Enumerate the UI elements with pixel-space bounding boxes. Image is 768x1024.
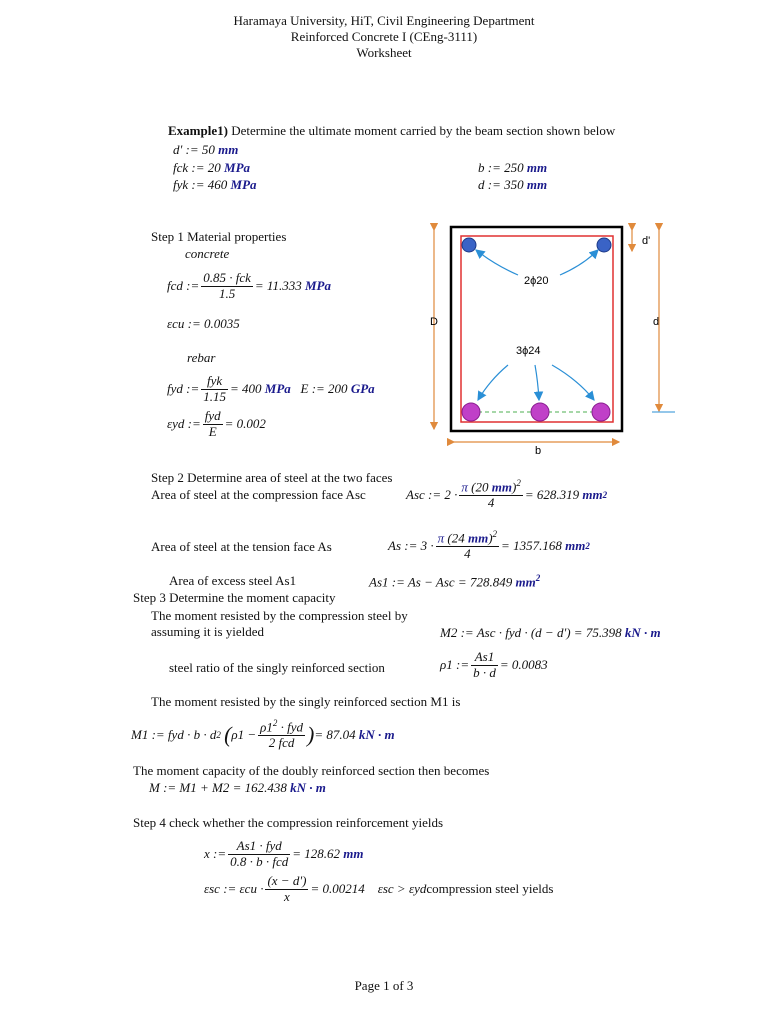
rho-result: = 0.0083 (499, 657, 548, 673)
rho-numerator: As1 (471, 650, 498, 666)
m1-fraction (258, 718, 305, 751)
x-fraction (228, 839, 290, 870)
step1-concrete-label: concrete (185, 246, 230, 261)
x-lhs: x := (204, 846, 227, 862)
beam-section-diagram (420, 220, 690, 460)
m-unit: kN · m (290, 780, 326, 795)
esc-comparison: εsc > εyd (377, 881, 427, 897)
header-course: Reinforced Concrete I (CEng-3111) (290, 29, 478, 44)
fcd-equation (167, 271, 331, 302)
m2-unit: kN · m (624, 625, 661, 640)
example-label: Example1) (168, 123, 228, 138)
step1-title: Step 1 Material properties (151, 229, 287, 244)
m2-text-line1: The moment resisted by the compression steel by (151, 608, 408, 623)
fyd-unit: MPa (264, 381, 291, 397)
rho-lhs: ρ1 := (440, 657, 470, 673)
as-label: Area of steel at the tension face As (151, 539, 332, 554)
esc-conclusion: compression steel yields (426, 881, 554, 897)
as1-eq: As1 := As − Asc = 728.849 (369, 574, 513, 590)
as-result: = 1357.168 (501, 537, 562, 553)
dim-d-label: d (653, 316, 660, 328)
E-unit: GPa (350, 381, 375, 397)
eyd-equation (167, 409, 266, 440)
given-d-eq: d := 350 (478, 177, 524, 192)
as-num-unit: mm (467, 530, 489, 546)
header-university: Haramaya University, HiT, Civil Engineering Department (233, 13, 535, 28)
as-lhs: As := 3 · (388, 537, 434, 553)
fcd-denominator: 1.5 (218, 285, 236, 301)
example-statement (168, 123, 615, 139)
bottom-bar-middle (531, 403, 549, 421)
as1-equation: As1 := As − Asc = 728.849 $mm^2$ (369, 573, 541, 590)
given-d (478, 177, 547, 193)
step1-rebar-label: rebar (187, 350, 216, 365)
given-fck-unit: MPa (224, 160, 251, 175)
m1-mid: ρ1 − (231, 726, 257, 742)
m1-numerator: $\rho 1^2$ · fyd (260, 718, 304, 735)
m1-lhs: M1 := fyd · b · d (131, 726, 217, 742)
esc-fraction (265, 874, 308, 905)
asc-numerator: π (20 mm)$^2$ (461, 478, 521, 495)
asc-label: Area of steel at the compression face Asc (151, 487, 366, 502)
bottom-bar-right (592, 403, 610, 421)
esc-result: = 0.00214 (310, 881, 365, 897)
fcd-unit: MPa (304, 278, 331, 294)
example-text: Determine the ultimate moment carried by the beam section shown below (227, 123, 616, 138)
m1-denominator: 2 fcd (268, 735, 295, 751)
top-bars-label: 2ϕ20 (524, 275, 549, 287)
asc-num-close: ) (511, 479, 517, 495)
E-eq: E := 200 (300, 381, 348, 397)
step2-title: Step 2 Determine area of steel at the two faces (151, 470, 393, 485)
concrete-outline (451, 227, 622, 431)
m-text: The moment capacity of the doubly reinforced section then becomes (133, 763, 490, 778)
asc-num-val: (20 (471, 479, 492, 495)
asc-lhs: Asc := 2 · (406, 486, 458, 502)
x-denominator: 0.8 · b · fcd (230, 853, 289, 869)
ecu-equation: εcu := 0.0035 (167, 316, 240, 331)
fcd-fraction (201, 271, 253, 302)
m1-unit: kN · m (358, 726, 395, 742)
fyd-result: = 400 (229, 381, 262, 397)
fyd-equation (167, 374, 375, 405)
fcd-numerator: 0.85 · fck (203, 270, 251, 285)
asc-num-unit: mm (491, 479, 512, 495)
m2-text-line2: assuming it is yielded (151, 624, 265, 639)
given-fyk-unit: MPa (230, 177, 257, 192)
as-numerator: π (24 mm)$^2$ (437, 529, 498, 546)
esc-lhs: εsc := εcu · (204, 881, 264, 897)
x-equation (204, 839, 364, 870)
given-fyk-eq: fyk := 460 (173, 177, 228, 192)
rho-equation (440, 650, 548, 681)
given-b-unit: mm (526, 160, 548, 175)
top-bar-right (597, 238, 611, 252)
given-d-unit: mm (526, 177, 548, 192)
bottom-bars-label: 3ϕ24 (516, 345, 541, 357)
rho-text: steel ratio of the singly reinforced section (169, 660, 385, 675)
as-fraction (436, 529, 499, 562)
dim-b-label: b (535, 445, 542, 457)
eyd-lhs: εyd := (167, 416, 201, 432)
m-eq: M := M1 + M2 = 162.438 (149, 780, 287, 795)
given-d-prime (173, 142, 238, 158)
asc-equation: Asc := 2 · $\frac{\pi (20 mm)^2}{4}$ = 628.319 mm 2 (406, 478, 608, 511)
eyd-denominator: E (208, 423, 217, 439)
as1-label: Area of excess steel As1 (169, 573, 297, 588)
m1-text: The moment resisted by the singly reinforced section M1 is (151, 694, 461, 709)
fyd-numerator: fyk (201, 374, 228, 390)
eyd-result: = 0.002 (224, 416, 266, 432)
given-fck-eq: fck := 20 (173, 160, 221, 175)
as1-unit: mm (515, 574, 536, 590)
top-bar-left (462, 238, 476, 252)
m-equation (149, 780, 326, 796)
m2-equation (440, 625, 661, 641)
given-fck (173, 160, 250, 176)
given-fyk (173, 177, 257, 193)
as-pi: π (437, 530, 445, 546)
m1-result: = 87.04 (314, 726, 356, 742)
asc-fraction (459, 478, 522, 511)
fyd-fraction (201, 374, 228, 405)
rho-denominator: b · d (473, 664, 496, 680)
m2-eq: M2 := Asc · fyd · (d − d') = 75.398 (440, 625, 622, 640)
as-num-val: (24 (447, 530, 468, 546)
x-numerator: As1 · fyd (228, 839, 290, 855)
m1-num-fyd: · fyd (277, 719, 304, 735)
bottom-bar-left (462, 403, 480, 421)
asc-denominator: 4 (487, 495, 495, 511)
page-number: Page 1 of 3 (354, 978, 414, 993)
esc-equation (204, 874, 553, 905)
x-unit: mm (343, 846, 364, 862)
fyd-lhs: fyd := (167, 381, 200, 397)
asc-unit: mm (582, 486, 603, 502)
dim-D-label: D (430, 316, 438, 328)
dim-d-prime-label: d' (642, 235, 651, 247)
given-b (478, 160, 547, 176)
fcd-lhs: fcd := (167, 278, 200, 294)
given-d-prime-eq: d' := 50 (173, 142, 215, 157)
as-num-close: ) (488, 530, 493, 546)
x-result: = 128.62 (292, 846, 341, 862)
as-unit: mm (565, 537, 586, 553)
esc-numerator: (x − d') (267, 873, 307, 888)
rho-fraction (471, 650, 498, 681)
asc-result: = 628.319 (524, 486, 580, 502)
step3-title: Step 3 Determine the moment capacity (133, 590, 336, 605)
as-equation: As := 3 · $\frac{\pi (24 mm)^2}{4}$ = 1357.168 mm 2 (388, 529, 590, 562)
fcd-result: = 11.333 (254, 278, 302, 294)
as-denominator: 4 (464, 546, 471, 562)
asc-pi: π (461, 479, 468, 495)
esc-denominator: x (284, 888, 290, 904)
m1-num-rho: ρ1 (260, 719, 273, 735)
fyd-denominator: 1.15 (203, 388, 226, 404)
given-b-eq: b := 250 (478, 160, 524, 175)
given-d-prime-unit: mm (218, 142, 239, 157)
eyd-fraction (203, 409, 223, 440)
header-worksheet: Worksheet (356, 45, 412, 60)
m1-equation: M1 := fyd · b · d 2 ( ρ1 − $\frac{\rho 1^2 \cdot fyd}{\text{2 fcd}}$ ) = 87.04 kN · m (131, 718, 395, 751)
eyd-numerator: fyd (204, 408, 221, 423)
step4-title: Step 4 check whether the compression reinforcement yields (133, 815, 444, 830)
